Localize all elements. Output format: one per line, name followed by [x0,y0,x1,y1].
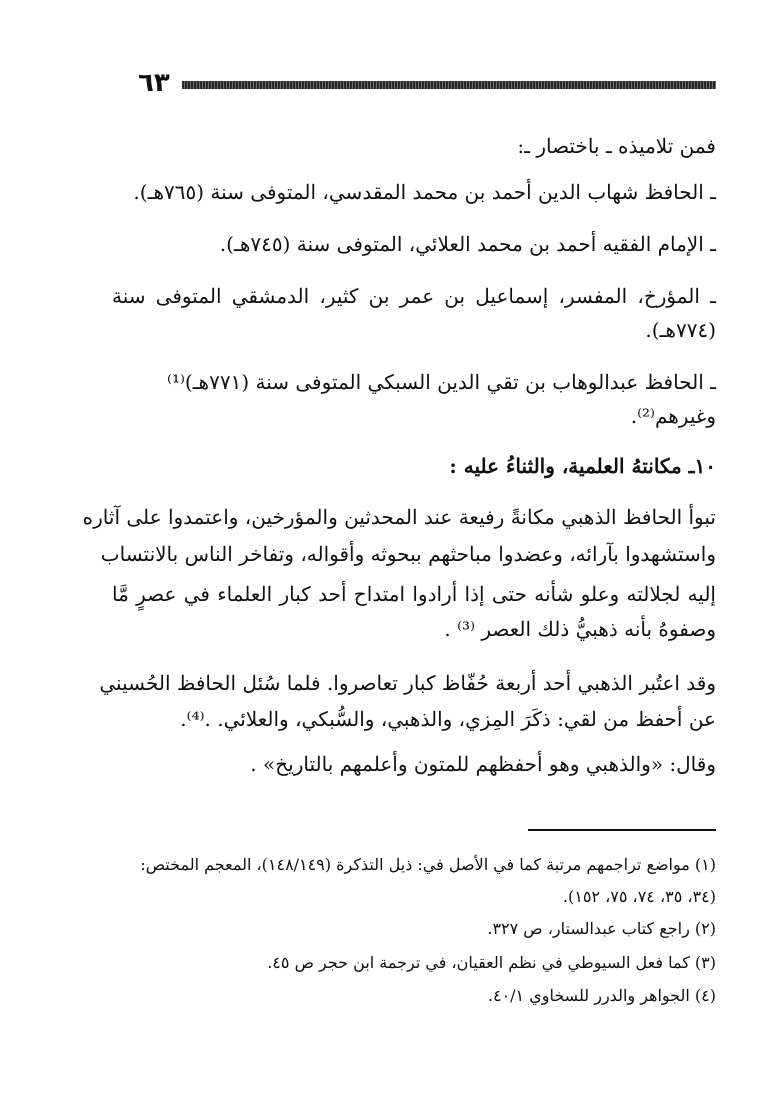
footnote-cont: (٣٤، ٣٥، ٧٤، ٧٥، ١٥٢). [562,887,716,906]
footnote: (١) مواضع تراجمهم مرتبة كما في الأصل في: ذيل التذكرة (١٤٨/١٤٩)، المعجم المختص: [140,855,716,874]
footnote: (٢) راجع كتاب عبدالستار، ص ٣٢٧. [487,919,716,938]
paragraph-line: وقد اعتُبر الذهبي أحد أربعة حُفّاظ كبار تعاصروا. فلما سُئل الحافظ الحُسيني [99,671,716,695]
section-heading: ١٠ـ مكانتهُ العلمية، والثناءُ عليه : [449,454,716,478]
student-item: ـ الحافظ عبدالوهاب بن تقي الدين السبكي المتوفى سنة (٧٧١هـ)⁽¹⁾ [167,370,716,394]
paragraph-line: وصفوهُ بأنه ذهبيُّ ذلك العصر ⁽³⁾ . [444,617,716,641]
page-number: ٦٣ [138,68,170,98]
footnote-divider [528,829,716,831]
paragraph-line: تبوأ الحافظ الذهبي مكانةً رفيعة عند المحدثين والمؤرخين، واعتمدوا على آثاره [82,505,716,529]
paragraph-line: واستشهدوا بآرائه، وعضدوا مباحثهم ببحوثه وأقواله، وتفاخر الناس بالانتساب [100,542,716,566]
student-item-cont: (٧٧٤هـ). [645,318,716,342]
student-item-cont: وغيرهم⁽²⁾. [630,404,716,428]
footnote: (٤) الجواهر والدرر للسخاوي ٤٠/١. [487,986,716,1005]
footnote: (٣) كما فعل السيوطي في نظم العقيان، في ترجمة ابن حجر ص ٤٥. [267,953,716,972]
students-intro: فمن تلاميذه ـ باختصار ـ: [517,134,716,158]
paragraph-line: وقال: «والذهبي وهو أحفظهم للمتون وأعلمهم بالتاريخ» . [250,752,716,776]
header-rule [182,81,716,89]
paragraph-line: عن أحفظ من لقي: ذكَرَ المِزي، والذهبي، والسُّبكي، والعلائي. .⁽⁴⁾. [180,707,716,731]
paragraph-line: إليه لجلالته وعلو شأنه حتى إذا أرادوا امتداح أحد كبار العلماء في عصرٍ مَّا [112,582,716,606]
student-item: ـ المؤرخ، المفسر، إسماعيل بن عمر بن كثير، الدمشقي المتوفى سنة [112,284,716,308]
student-item: ـ الحافظ شهاب الدين أحمد بن محمد المقدسي، المتوفى سنة (٧٦٥هـ). [133,180,716,204]
page-header [120,70,716,96]
student-item: ـ الإمام الفقيه أحمد بن محمد العلائي، المتوفى سنة (٧٤٥هـ). [219,232,716,256]
